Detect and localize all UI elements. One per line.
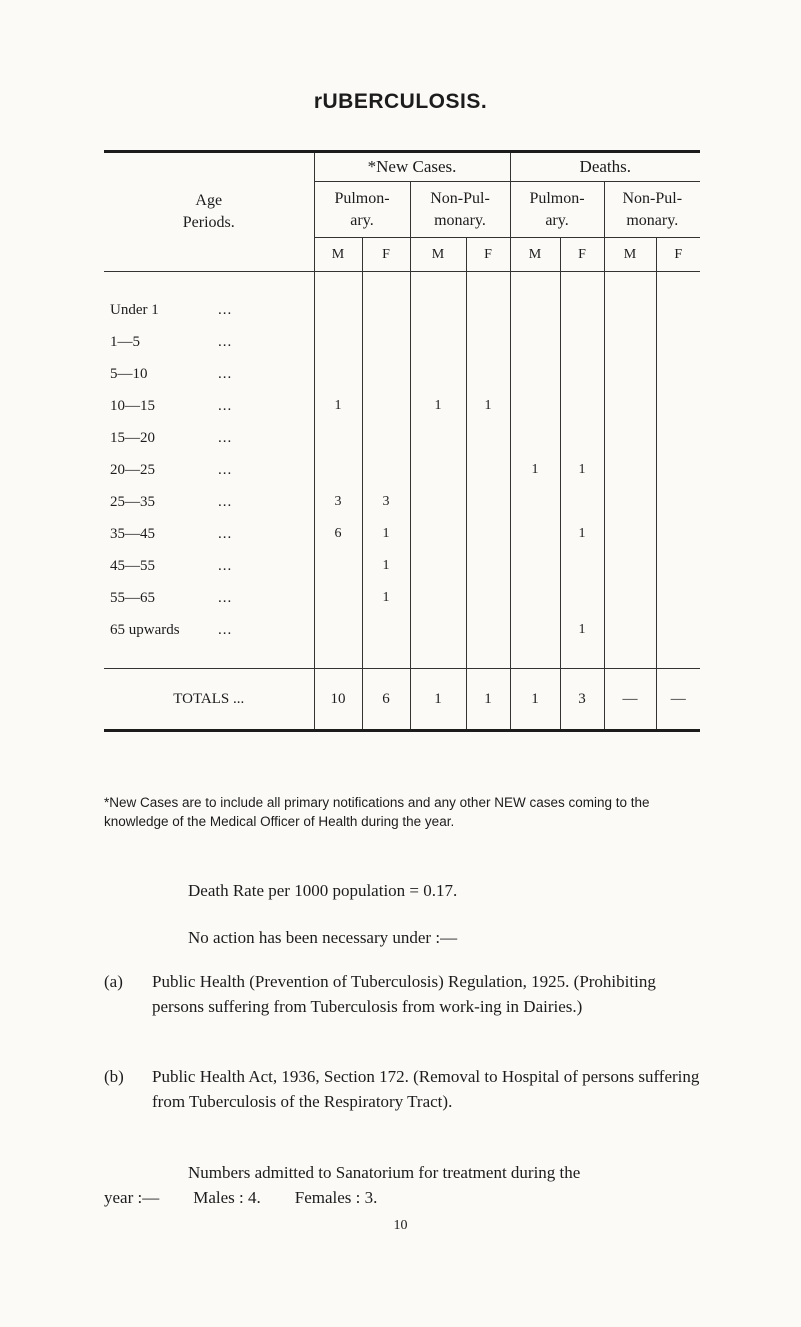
table-cell <box>466 518 510 550</box>
age-period: 55—65 ... <box>110 589 233 606</box>
table-cell <box>362 294 410 326</box>
table-cell: 1 <box>410 390 466 422</box>
table-cell <box>466 422 510 454</box>
table-cell <box>314 326 362 358</box>
table-cell: 1 <box>362 550 410 582</box>
totals-row <box>104 669 700 731</box>
table-cell <box>560 550 604 582</box>
table-cell: 1 <box>560 614 604 646</box>
table-cell <box>314 294 362 326</box>
table-cell <box>510 614 560 646</box>
table-cell <box>656 294 700 326</box>
table-cell <box>560 326 604 358</box>
age-period: 15—20 ... <box>110 429 233 446</box>
table-cell <box>466 326 510 358</box>
total-cell: — <box>604 669 656 731</box>
table-cell <box>656 486 700 518</box>
table-cell: 1 <box>466 390 510 422</box>
table-cell <box>362 614 410 646</box>
table-cell: 3 <box>314 486 362 518</box>
table-cell <box>410 422 466 454</box>
table-cell <box>604 454 656 486</box>
table-cell <box>510 486 560 518</box>
age-period: 10—15 ... <box>110 397 233 414</box>
age-periods-header: Age Periods. <box>104 152 314 272</box>
footnote: *New Cases are to include all primary notifications and any other NEW cases coming to the knowledge of the Medical Officer of Health during the year. <box>104 795 650 829</box>
table-row <box>104 614 700 646</box>
table-cell <box>604 358 656 390</box>
table-cell <box>560 390 604 422</box>
table-cell <box>362 326 410 358</box>
table-cell <box>410 582 466 614</box>
total-cell: 1 <box>510 669 560 731</box>
table-row <box>104 326 700 358</box>
table-row <box>104 486 700 518</box>
table-cell <box>314 614 362 646</box>
sex-f-header: F <box>466 238 510 272</box>
table-cell <box>604 614 656 646</box>
table-cell <box>362 422 410 454</box>
table-cell <box>510 518 560 550</box>
list-item-text: Public Health Act, 1936, Section 172. (Removal to Hospital of persons suffering from Tuberculosis of the Respiratory Tract). <box>152 1067 700 1111</box>
total-cell: 1 <box>410 669 466 731</box>
table-cell: 1 <box>362 582 410 614</box>
table-cell <box>656 518 700 550</box>
table-cell <box>466 358 510 390</box>
table-row <box>104 582 700 614</box>
total-cell: 6 <box>362 669 410 731</box>
new-cases-header: *New Cases. <box>314 152 510 182</box>
table-cell <box>510 422 560 454</box>
table-cell <box>466 454 510 486</box>
table-cell <box>410 358 466 390</box>
table-cell <box>466 550 510 582</box>
table-cell <box>362 390 410 422</box>
age-period: Under 1 ... <box>110 301 233 318</box>
table-cell <box>656 454 700 486</box>
table-cell <box>560 358 604 390</box>
table-cell <box>362 358 410 390</box>
age-period: 5—10 ... <box>110 365 233 382</box>
table-row <box>104 454 700 486</box>
table-cell <box>410 486 466 518</box>
table-row <box>104 294 700 326</box>
table-cell <box>510 358 560 390</box>
list-item-label: (a) <box>104 972 123 991</box>
table-cell <box>466 486 510 518</box>
sex-m-header: M <box>510 238 560 272</box>
table-cell: 1 <box>510 454 560 486</box>
list-item <box>104 1064 704 1114</box>
new-nonpulmonary-header: Non-Pul- monary. <box>410 182 510 238</box>
total-cell: 3 <box>560 669 604 731</box>
deaths-pulmonary-header: Pulmon- ary. <box>510 182 604 238</box>
table-cell <box>604 518 656 550</box>
total-cell: 1 <box>466 669 510 731</box>
list-item-text: Public Health (Prevention of Tuberculosis) Regulation, 1925. (Prohibiting persons suffering from Tuberculosis from work-ing in Dairies.) <box>152 972 656 1016</box>
deaths-header: Deaths. <box>510 152 700 182</box>
table-cell <box>410 454 466 486</box>
table-cell <box>510 294 560 326</box>
table-cell <box>314 582 362 614</box>
table-cell <box>604 486 656 518</box>
total-cell: — <box>656 669 700 731</box>
age-period: 20—25 ... <box>110 461 233 478</box>
table-cell <box>466 294 510 326</box>
table-cell <box>604 550 656 582</box>
table-row <box>104 422 700 454</box>
table-cell <box>466 614 510 646</box>
table-row <box>104 358 700 390</box>
sex-m-header: M <box>410 238 466 272</box>
table-cell: 1 <box>314 390 362 422</box>
table-cell <box>656 358 700 390</box>
table-cell <box>604 582 656 614</box>
table-cell <box>604 326 656 358</box>
table-cell <box>510 390 560 422</box>
sex-f-header: F <box>560 238 604 272</box>
table-cell <box>656 614 700 646</box>
sex-f-header: F <box>362 238 410 272</box>
table-cell <box>466 582 510 614</box>
table-cell <box>410 326 466 358</box>
table-cell <box>510 550 560 582</box>
deaths-nonpulmonary-header: Non-Pul- monary. <box>604 182 700 238</box>
totals-label: TOTALS ... <box>104 669 314 731</box>
table-cell <box>362 454 410 486</box>
no-action-text: No action has been necessary under :— <box>188 928 458 947</box>
age-period: 1—5 ... <box>110 333 233 350</box>
list-item-label: (b) <box>104 1067 124 1086</box>
age-period: 65 upwards ... <box>110 621 233 638</box>
total-cell: 10 <box>314 669 362 731</box>
death-rate: Death Rate per 1000 population = 0.17. <box>188 881 458 900</box>
table-cell <box>410 614 466 646</box>
table-cell: 6 <box>314 518 362 550</box>
table-cell <box>314 454 362 486</box>
table-cell <box>656 550 700 582</box>
table-cell <box>604 390 656 422</box>
age-period: 35—45 ... <box>110 525 233 542</box>
age-period: 45—55 ... <box>110 557 233 574</box>
table-cell: 1 <box>560 518 604 550</box>
table-cell: 1 <box>362 518 410 550</box>
table-cell <box>656 422 700 454</box>
table-cell <box>604 422 656 454</box>
sanatorium-text: Numbers admitted to Sanatorium for treatment during the year :— Males : 4. Females : 3. <box>104 1163 581 1207</box>
table-cell: 1 <box>560 454 604 486</box>
table-cell <box>656 326 700 358</box>
page-number: 10 <box>393 1218 408 1233</box>
list-item <box>104 969 704 1019</box>
table-row <box>104 390 700 422</box>
table-cell <box>560 582 604 614</box>
table-cell <box>656 582 700 614</box>
table-cell <box>314 550 362 582</box>
age-period: 25—35 ... <box>110 493 233 510</box>
table-cell <box>604 294 656 326</box>
table-cell <box>410 294 466 326</box>
tuberculosis-table <box>104 150 700 732</box>
table-cell: 3 <box>362 486 410 518</box>
sex-f-header: F <box>656 238 700 272</box>
table-cell <box>314 422 362 454</box>
sex-m-header: M <box>314 238 362 272</box>
table-cell <box>314 358 362 390</box>
table-cell <box>410 518 466 550</box>
sex-m-header: M <box>604 238 656 272</box>
new-pulmonary-header: Pulmon- ary. <box>314 182 410 238</box>
table-cell <box>560 294 604 326</box>
table-cell <box>560 486 604 518</box>
table-row <box>104 550 700 582</box>
page-title: rUBERCULOSIS. <box>313 90 488 113</box>
table-cell <box>410 550 466 582</box>
table-row <box>104 518 700 550</box>
table-cell <box>510 326 560 358</box>
table-cell <box>510 582 560 614</box>
table-cell <box>560 422 604 454</box>
table-cell <box>656 390 700 422</box>
